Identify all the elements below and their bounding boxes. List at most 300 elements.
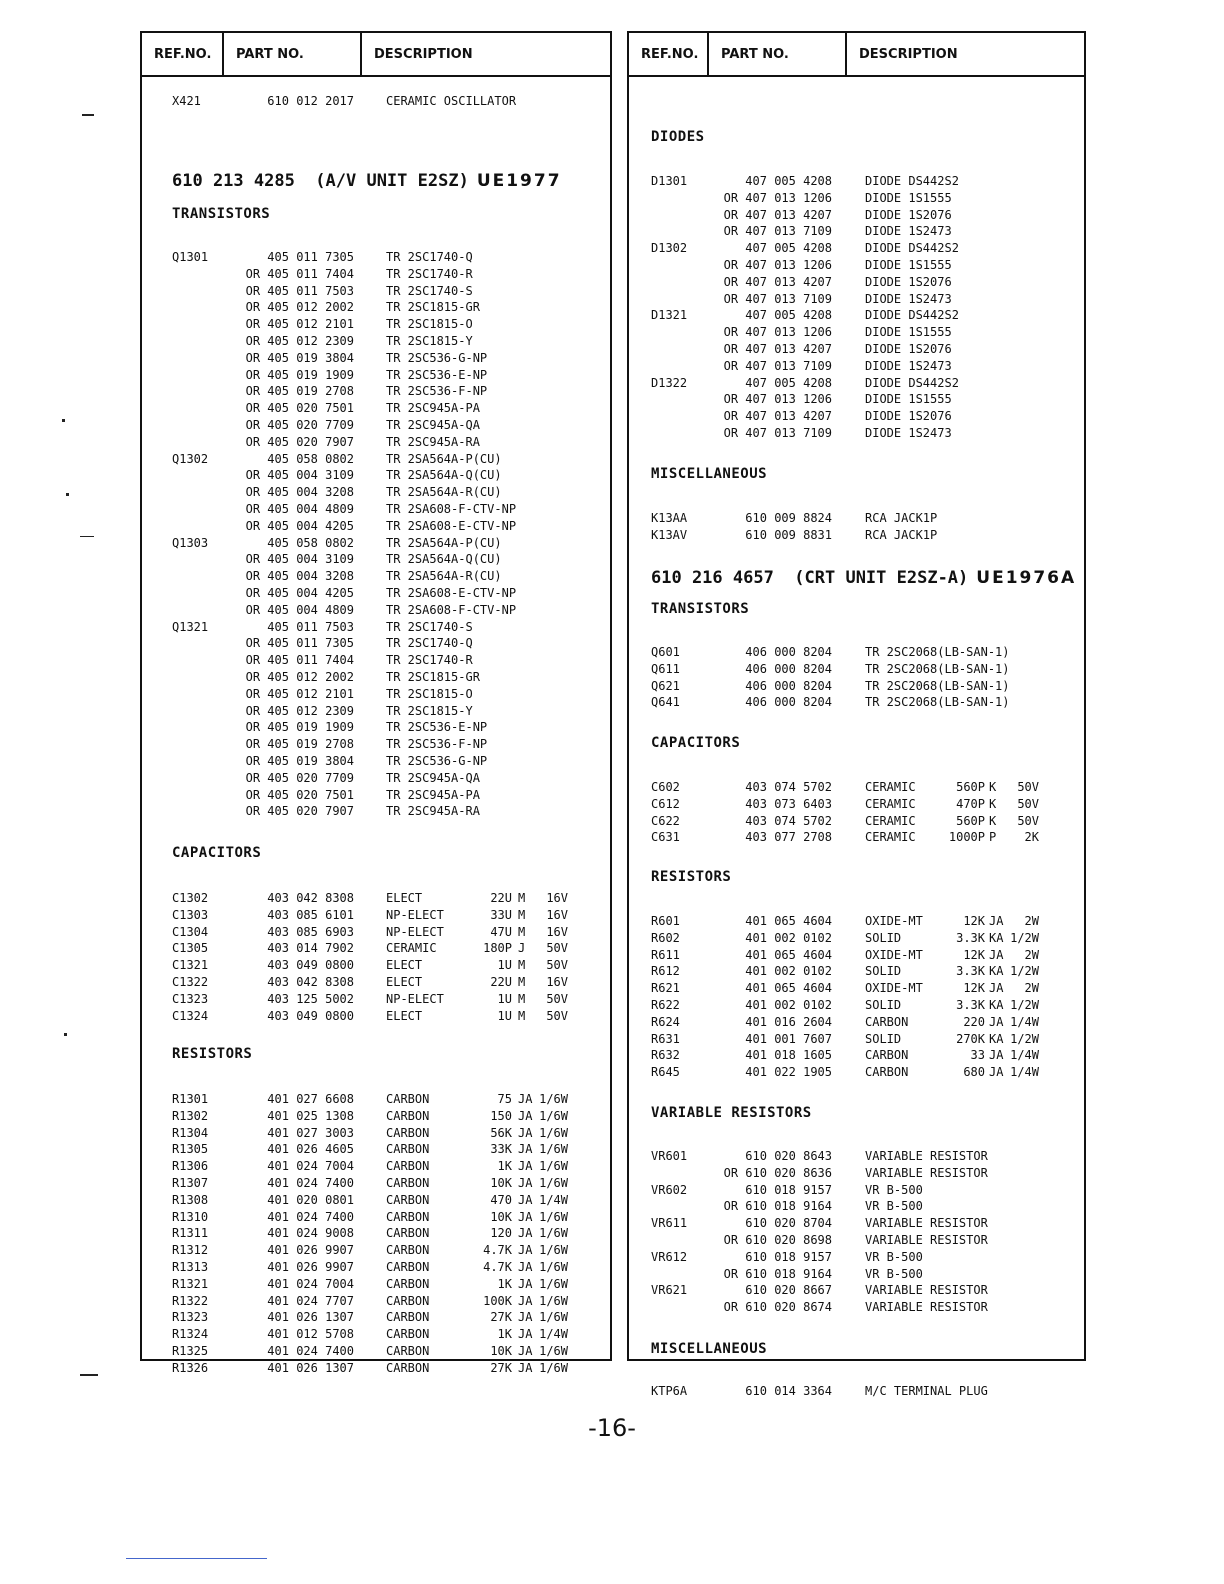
list-item [142, 1242, 610, 1259]
right-parts-table [627, 31, 1086, 1398]
description: TR 2SC945A-PA [386, 401, 480, 416]
tolerance: JA [518, 1159, 533, 1174]
list-item [142, 467, 610, 484]
list-item [142, 1108, 610, 1125]
ref-no: R622 [651, 998, 680, 1012]
list-item [629, 425, 1084, 442]
ref-no: Q1302 [172, 451, 209, 466]
rating: 16V [546, 891, 568, 905]
header-part-no: PART NO. [709, 33, 847, 75]
list-item [142, 787, 610, 804]
value: 1U [497, 958, 512, 973]
part-no: 403 073 6403 [745, 796, 832, 811]
tolerance: K [989, 796, 997, 811]
list-item [629, 1215, 1084, 1232]
part-no: 403 077 2708 [745, 830, 832, 845]
ref-no: R1323 [172, 1310, 209, 1325]
part-no: 610 020 8667 [745, 1283, 832, 1298]
ref-no: C1303 [172, 907, 209, 922]
description: CARBON [386, 1327, 430, 1342]
part-no: 403 042 8308 [267, 891, 354, 905]
description: TR 2SC1815-Y [386, 334, 473, 348]
list-item [142, 974, 610, 991]
header-description: DESCRIPTION [374, 46, 473, 62]
part-no: OR 405 004 3208 [245, 485, 354, 500]
list-item [142, 635, 610, 652]
scan-mark [82, 114, 94, 116]
part-no: OR 405 020 7709 [245, 418, 354, 432]
ref-no: C1323 [172, 991, 209, 1006]
value: 120 [490, 1226, 512, 1241]
list-item [142, 568, 610, 585]
value: 12K [963, 947, 985, 962]
part-no: 401 027 6608 [267, 1092, 354, 1106]
section-title-miscellaneous: MISCELLANEOUS [651, 1341, 768, 1357]
part-no: 403 049 0800 [267, 1008, 354, 1023]
ref-no: R1307 [172, 1176, 209, 1190]
list-item [142, 451, 610, 468]
part-no: 403 085 6101 [267, 907, 354, 922]
part-no: 403 074 5702 [745, 813, 832, 828]
description: DIODE DS442S2 [865, 375, 959, 390]
part-no: OR 405 004 4809 [245, 602, 354, 617]
description: OXIDE-MT [865, 981, 923, 996]
description: TR 2SA564A-R(CU) [386, 569, 502, 584]
ref-no: C1324 [172, 1008, 209, 1023]
ref-no: R1305 [172, 1142, 209, 1157]
list-item [629, 223, 1084, 240]
ref-no: Q601 [651, 645, 680, 659]
part-no: 407 005 4208 [745, 308, 832, 323]
part-no: OR 405 019 1909 [245, 367, 354, 382]
tolerance: M [518, 975, 526, 989]
list-item [142, 316, 610, 333]
list-item [629, 291, 1084, 308]
value: 27K [490, 1310, 512, 1325]
value: 560P [956, 813, 985, 828]
value: 3.3K [956, 998, 985, 1012]
part-no: OR 610 020 8674 [723, 1300, 832, 1315]
list-item [142, 93, 610, 110]
part-no: OR 405 012 2101 [245, 317, 354, 332]
unit-title-text: 610 216 4657 (CRT UNIT E2SZ-A) [651, 568, 969, 588]
value: 47U [490, 924, 512, 939]
ref-no: R624 [651, 1014, 680, 1029]
tolerance: K [989, 780, 997, 794]
description: ELECT [386, 975, 423, 989]
tolerance: M [518, 1008, 526, 1023]
left-parts-table [140, 31, 612, 1375]
ref-no: R611 [651, 947, 680, 962]
list-item [142, 1276, 610, 1293]
description: TR 2SC536-G-NP [386, 350, 488, 365]
part-no: OR 407 013 1206 [723, 190, 832, 205]
ref-no: D1302 [651, 241, 688, 256]
description: TR 2SA608-F-CTV-NP [386, 602, 517, 617]
value: 33U [490, 907, 512, 922]
part-no: OR 405 020 7501 [245, 787, 354, 802]
scan-mark [64, 1033, 67, 1036]
description: CARBON [386, 1310, 430, 1325]
part-no: OR 405 011 7404 [245, 653, 354, 668]
description: CARBON [386, 1125, 430, 1140]
page-number: -16- [588, 1414, 636, 1442]
tolerance: JA [518, 1310, 533, 1325]
part-no: 405 058 0802 [267, 451, 354, 466]
part-no: 401 027 3003 [267, 1125, 354, 1140]
list-item [629, 930, 1084, 947]
part-no: 403 074 5702 [745, 780, 832, 794]
part-no: 401 026 1307 [267, 1310, 354, 1325]
rating: 50V [546, 958, 568, 973]
ref-no: VR602 [651, 1182, 688, 1197]
description: SOLID [865, 964, 902, 979]
rating: 50V [1017, 813, 1039, 828]
rating: 50V [1017, 796, 1039, 811]
part-no: 401 065 4604 [745, 947, 832, 962]
value: 560P [956, 780, 985, 794]
part-no: 401 024 7400 [267, 1176, 354, 1190]
ref-no: VR621 [651, 1283, 688, 1298]
tolerance: M [518, 891, 526, 905]
list-item [629, 1249, 1084, 1266]
part-no: 610 018 9157 [745, 1249, 832, 1264]
list-item [629, 1266, 1084, 1283]
scan-mark [62, 419, 65, 422]
header-ref-no: REF.NO. [142, 33, 224, 75]
part-no: OR 610 020 8698 [723, 1233, 832, 1247]
rating: 1/6W [539, 1176, 568, 1190]
value: 33K [490, 1142, 512, 1157]
list-item [142, 333, 610, 350]
description: DIODE 1S2473 [865, 291, 952, 306]
rating: 1/4W [539, 1192, 568, 1207]
part-no: 401 020 0801 [267, 1192, 354, 1207]
description: VARIABLE RESISTOR [865, 1165, 988, 1180]
list-item [142, 283, 610, 300]
value: 220 [963, 1014, 985, 1029]
description: OXIDE-MT [865, 947, 923, 962]
description: DIODE 1S1555 [865, 258, 952, 272]
list-item [629, 661, 1084, 678]
list-item [142, 518, 610, 535]
description: CARBON [386, 1276, 430, 1291]
list-item [629, 240, 1084, 257]
value: 1U [497, 991, 512, 1006]
part-no: 405 058 0802 [267, 535, 354, 550]
rating: 2K [1024, 830, 1039, 845]
list-item [629, 510, 1084, 527]
tolerance: JA [518, 1192, 533, 1207]
rating: 1/6W [539, 1125, 568, 1140]
section-title-transistors: TRANSISTORS [651, 601, 750, 617]
part-no: 610 014 3364 [745, 1384, 832, 1398]
rating: 1/6W [539, 1293, 568, 1308]
part-no: 401 024 7004 [267, 1276, 354, 1291]
header-part-no: PART NO. [224, 33, 362, 75]
list-item [142, 1326, 610, 1343]
ref-no: C602 [651, 780, 680, 794]
ref-no: R1311 [172, 1226, 209, 1241]
part-no: OR 407 013 1206 [723, 258, 832, 272]
list-item [629, 829, 1084, 846]
part-no: OR 407 013 4207 [723, 274, 832, 289]
unit-code: UE1977 [476, 171, 562, 191]
ref-no: R1308 [172, 1192, 209, 1207]
part-no: OR 405 012 2002 [245, 670, 354, 684]
tolerance: JA [518, 1108, 533, 1123]
part-no: OR 407 013 4207 [723, 409, 832, 424]
tolerance: JA [518, 1327, 533, 1342]
ref-no: Q611 [651, 661, 680, 676]
scan-mark [80, 536, 94, 537]
ref-no: D1301 [651, 174, 688, 188]
list-item [629, 980, 1084, 997]
rating: 1/6W [539, 1092, 568, 1106]
tolerance: P [989, 830, 997, 845]
ref-no: Q641 [651, 695, 680, 710]
list-item [629, 324, 1084, 341]
description: CARBON [386, 1159, 430, 1174]
list-item [629, 207, 1084, 224]
list-item [629, 358, 1084, 375]
description: ELECT [386, 1008, 423, 1023]
rating: 1/6W [539, 1310, 568, 1325]
description: TR 2SC1740-Q [386, 636, 473, 651]
list-item [142, 924, 610, 941]
description: DIODE DS442S2 [865, 308, 959, 323]
part-no: 610 009 8824 [745, 511, 832, 525]
list-item [142, 1008, 610, 1025]
description: CARBON [865, 1014, 909, 1029]
rating: 1/6W [539, 1142, 568, 1157]
description: TR 2SC945A-RA [386, 434, 480, 449]
list-item [629, 947, 1084, 964]
rating: 50V [1017, 780, 1039, 794]
list-item [142, 484, 610, 501]
description: VR B-500 [865, 1266, 923, 1281]
value: 3.3K [956, 964, 985, 979]
rating: 1/4W [1010, 1048, 1039, 1063]
part-no: 401 012 5708 [267, 1327, 354, 1342]
part-no: OR 405 020 7709 [245, 770, 354, 785]
part-no: OR 405 011 7404 [245, 266, 354, 281]
value: 22U [490, 891, 512, 905]
tolerance: M [518, 991, 526, 1006]
part-no: OR 407 013 7109 [723, 426, 832, 440]
list-item [629, 1064, 1084, 1081]
list-item [142, 753, 610, 770]
part-no: OR 405 004 3208 [245, 569, 354, 584]
part-no: OR 405 020 7907 [245, 434, 354, 449]
description: TR 2SC945A-PA [386, 787, 480, 802]
description: DIODE 1S2473 [865, 358, 952, 373]
list-item [142, 367, 610, 384]
ref-no: K13AV [651, 527, 688, 542]
list-item [142, 350, 610, 367]
description: ELECT [386, 891, 423, 905]
tolerance: JA [989, 914, 1004, 928]
ref-no: C1304 [172, 924, 209, 939]
rating: 50V [546, 991, 568, 1006]
table-header [142, 33, 610, 77]
blue-underline [126, 1558, 267, 1559]
description: CERAMIC OSCILLATOR [386, 94, 517, 108]
ref-no: R1306 [172, 1159, 209, 1174]
rating: 50V [546, 1008, 568, 1023]
part-no: 406 000 8204 [745, 678, 832, 693]
tolerance: M [518, 958, 526, 973]
section-title-resistors: RESISTORS [172, 1046, 253, 1062]
tolerance: K [989, 813, 997, 828]
rating: 1/2W [1010, 930, 1039, 945]
part-no: 401 024 9008 [267, 1226, 354, 1241]
rating: 16V [546, 975, 568, 989]
description: TR 2SC945A-RA [386, 804, 480, 819]
description: TR 2SC945A-QA [386, 418, 480, 432]
part-no: 401 026 1307 [267, 1360, 354, 1375]
description: CARBON [386, 1293, 430, 1308]
rating: 1/2W [1010, 964, 1039, 979]
description: OXIDE-MT [865, 914, 923, 928]
list-item [142, 803, 610, 820]
description: SOLID [865, 998, 902, 1012]
ref-no: R1326 [172, 1360, 209, 1375]
description: CARBON [386, 1092, 430, 1106]
list-item [142, 1141, 610, 1158]
description: DIODE 1S1555 [865, 392, 952, 407]
list-item [629, 913, 1084, 930]
tolerance: JA [989, 981, 1004, 996]
part-no: 405 011 7305 [267, 250, 354, 264]
tolerance: JA [518, 1276, 533, 1291]
part-no: OR 405 004 3109 [245, 552, 354, 567]
description: NP-ELECT [386, 907, 444, 922]
ref-no: R621 [651, 981, 680, 996]
rating: 2W [1024, 947, 1039, 962]
scan-mark [80, 1374, 98, 1376]
description: VR B-500 [865, 1182, 923, 1197]
description: CARBON [386, 1176, 430, 1190]
description: TR 2SA564A-R(CU) [386, 485, 502, 500]
value: 12K [963, 914, 985, 928]
part-no: 401 026 4605 [267, 1142, 354, 1157]
description: TR 2SC1815-GR [386, 670, 480, 684]
tolerance: KA [989, 1031, 1004, 1046]
description: DIODE 1S2473 [865, 426, 952, 440]
tolerance: JA [989, 1048, 1004, 1063]
list-item [629, 1299, 1084, 1316]
tolerance: JA [518, 1209, 533, 1224]
part-no: OR 407 013 1206 [723, 325, 832, 340]
value: 470P [956, 796, 985, 811]
ref-no: R645 [651, 1065, 680, 1080]
part-no: OR 407 013 1206 [723, 392, 832, 407]
rating: 1/4W [1010, 1065, 1039, 1080]
ref-no: X421 [172, 94, 201, 108]
ref-no: R1325 [172, 1344, 209, 1358]
description: DIODE 1S2076 [865, 409, 952, 424]
table-header [629, 33, 1084, 77]
description: TR 2SC536-G-NP [386, 754, 488, 768]
description: TR 2SC1740-S [386, 283, 473, 298]
description: TR 2SC1815-GR [386, 300, 480, 315]
description: NP-ELECT [386, 924, 444, 939]
part-no: 407 005 4208 [745, 375, 832, 390]
tolerance: JA [989, 1065, 1004, 1080]
rating: 16V [546, 924, 568, 939]
description: SOLID [865, 930, 902, 945]
list-item [142, 957, 610, 974]
list-item [142, 1125, 610, 1142]
value: 270K [956, 1031, 985, 1046]
part-no: 401 002 0102 [745, 964, 832, 979]
list-item [142, 1293, 610, 1310]
ref-no: Q1301 [172, 250, 209, 264]
list-item [142, 669, 610, 686]
section-title-miscellaneous: MISCELLANEOUS [651, 466, 768, 482]
description: VARIABLE RESISTOR [865, 1283, 988, 1298]
description: TR 2SC1740-S [386, 619, 473, 634]
description: VR B-500 [865, 1249, 923, 1264]
value: 22U [490, 975, 512, 989]
list-item [142, 619, 610, 636]
value: 10K [490, 1344, 512, 1358]
tolerance: JA [518, 1176, 533, 1190]
ref-no: R1310 [172, 1209, 209, 1224]
tolerance: JA [518, 1092, 533, 1106]
part-no: OR 405 012 2101 [245, 686, 354, 701]
value: 180P [483, 941, 512, 956]
ref-no: D1321 [651, 308, 688, 323]
list-item [142, 1158, 610, 1175]
list-item [142, 890, 610, 907]
list-item [142, 736, 610, 753]
list-item [629, 190, 1084, 207]
description: CARBON [386, 1226, 430, 1241]
value: 4.7K [483, 1243, 512, 1258]
ref-no: C631 [651, 830, 680, 845]
list-item [142, 1225, 610, 1242]
list-item [629, 997, 1084, 1014]
rating: 1/6W [539, 1243, 568, 1258]
value: 1U [497, 1008, 512, 1023]
ref-no: KTP6A [651, 1384, 688, 1398]
ref-no: VR601 [651, 1149, 688, 1163]
description: TR 2SC1740-R [386, 266, 473, 281]
part-no: 401 018 1605 [745, 1048, 832, 1063]
list-item [142, 501, 610, 518]
part-no: 401 026 9907 [267, 1243, 354, 1258]
description: TR 2SC536-E-NP [386, 720, 488, 735]
list-item [629, 963, 1084, 980]
part-no: 610 012 2017 [267, 94, 354, 108]
ref-no: R1321 [172, 1276, 209, 1291]
description: CARBON [386, 1344, 430, 1358]
description: SOLID [865, 1031, 902, 1046]
part-no: 403 049 0800 [267, 958, 354, 973]
part-no: 401 022 1905 [745, 1065, 832, 1080]
list-item [142, 940, 610, 957]
ref-no: R601 [651, 914, 680, 928]
description: DIODE DS442S2 [865, 174, 959, 188]
unit-code: UE1976A [976, 568, 1077, 588]
list-item [629, 375, 1084, 392]
ref-no: R1313 [172, 1260, 209, 1274]
part-no: OR 405 004 4205 [245, 518, 354, 533]
part-no: 407 005 4208 [745, 241, 832, 256]
part-no: OR 610 018 9164 [723, 1266, 832, 1281]
